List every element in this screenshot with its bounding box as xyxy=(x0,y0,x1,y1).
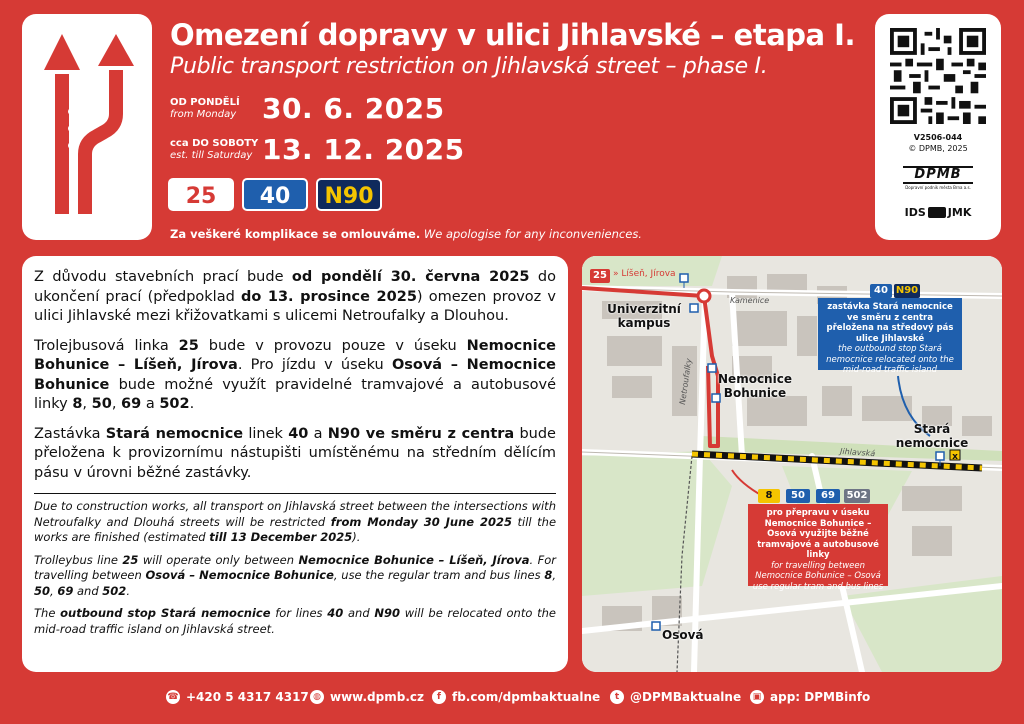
map-label-hospital: Nemocnice Bohunice xyxy=(718,372,792,400)
text-card xyxy=(22,256,568,672)
callout-red-badge-69: 69 xyxy=(816,489,840,503)
page-title: Omezení dopravy v ulici Jihlavské – etapa I. xyxy=(170,18,855,52)
paragraph-cz-2: Trolejbusová linka 25 bude v provozu pouze v úseku Nemocnice Bohunice – Líšeň, Jírova. Pro jízdu v úseku Osová – Nemocnice Bohunice bude možné využít pravidelné tramvajové a autobusové linky 8, 50, 69 a 502. xyxy=(34,337,557,412)
page-subtitle: Public transport restriction on Jihlavská street – phase I. xyxy=(170,54,768,79)
svg-text:x: x xyxy=(952,452,958,462)
till-label-en: est. till Saturday xyxy=(170,150,253,161)
apology-cz: Za veškeré komplikace se omlouváme. xyxy=(170,227,421,241)
callout-red xyxy=(748,504,888,592)
callout-red-en: for travelling between Nemocnice Bohunice – Osová use regular tram and bus lines xyxy=(752,560,884,592)
map-label-osova: Osová xyxy=(662,628,704,642)
dpmb-logo-sub: Dopravní podnik města Brna a.s. xyxy=(905,185,971,190)
paragraph-cz-3: Zastávka Stará nemocnice linek 40 a N90 ve směru z centra bude přeložena k provizornímu nástupišti umístěnému na středním dělícím pásu v úrovni běžné zastávky. xyxy=(34,425,556,481)
paragraph-en-2: Trolleybus line 25 will operate only between Nemocnice Bohunice – Líšeň, Jírova. For travelling between Osová – Nemocnice Bohunice, use the regular tram and bus lines 8, 50, 69 and 502. xyxy=(34,552,557,598)
callout-red-cz: pro přepravu v úseku Nemocnice Bohunice – Osová využijte běžné tramvajové a autobusové linky xyxy=(757,508,879,560)
apology-en: We apologise for any inconveniences. xyxy=(423,227,642,241)
map-label-stara: Stará nemocnice xyxy=(895,422,969,450)
callout-red-badge-50: 50 xyxy=(786,489,810,503)
app-icon: ▣ xyxy=(750,690,764,704)
footer-facebook[interactable]: f fb.com/dpmbaktualne xyxy=(432,690,600,704)
map-label-university: Univerzitní kampus xyxy=(607,302,681,330)
till-label xyxy=(170,138,258,162)
route-icon-card xyxy=(22,14,152,240)
map-line25-dest: » Líšeň, Jírova xyxy=(613,269,676,279)
paragraph-en-3: The outbound stop Stará nemocnice for lines 40 and N90 will be relocated onto the mid-road traffic island on Jihlavská street. xyxy=(34,606,556,636)
dpmb-logo xyxy=(903,166,973,190)
callout-blue-cz: zastávka Stará nemocnice ve směru z centra přeložena na středový pás ulice Jihlavské xyxy=(826,302,954,344)
callout-blue xyxy=(818,298,962,375)
globe-icon: ◍ xyxy=(310,690,324,704)
callout-blue-badge-n90: N90 xyxy=(895,285,919,296)
route-icon-dots xyxy=(68,108,75,149)
map-card xyxy=(582,256,1002,672)
callout-blue-badge-40: 40 xyxy=(870,284,892,298)
footer-web[interactable]: ◍ www.dpmb.cz xyxy=(310,690,424,704)
till-label-cz: cca DO SOBOTY xyxy=(170,138,259,149)
from-date: 30. 6. 2025 xyxy=(262,92,445,125)
facebook-icon: f xyxy=(432,690,446,704)
callout-red-badge-502: 502 xyxy=(844,489,870,503)
till-date: 13. 12. 2025 xyxy=(262,133,465,166)
from-label-en: from Monday xyxy=(170,109,237,120)
jmk-text: JMK xyxy=(947,206,972,219)
street-kamenice: Kamenice xyxy=(730,296,770,305)
ids-text: IDS xyxy=(904,206,926,219)
footer-phone[interactable]: ☎ +420 5 4317 4317 xyxy=(167,690,309,704)
paragraph-en-1: Due to construction works, all transport on Jihlavská street between the intersections with Netroufalky and Dlouhá streets will be restricted from Monday 30 June 2025 till the works are finished (estimated till 13 December 2025). xyxy=(34,499,557,544)
from-label-cz: OD PONDĚLÍ xyxy=(170,97,240,108)
callout-red-badge-8: 8 xyxy=(758,489,780,503)
diversion-arrow-icon xyxy=(22,14,152,240)
qr-code[interactable] xyxy=(890,28,986,124)
tram-icon xyxy=(928,207,946,218)
dpmb-logo-text: DPMB xyxy=(903,166,973,184)
paragraph-cz-1: Z důvodu stavebních prací bude od pondělí 30. června 2025 do ukončení prací (předpoklad do 13. prosince 2025) omezen provoz v ulici Jihlavské mezi křižovatkami s ulicemi Netroufalky a Dlouhou. xyxy=(34,269,556,324)
line-badge-25: 25 xyxy=(168,178,234,211)
street-jihlavska: Jihlavská xyxy=(839,446,876,459)
phone-icon: ☎ xyxy=(167,692,179,702)
line-badge-40: 40 xyxy=(242,178,308,211)
notice-code: V2506-044 xyxy=(913,133,963,142)
divider xyxy=(34,493,556,494)
apology-text xyxy=(170,227,642,241)
info-side-card xyxy=(875,14,1001,240)
footer-app[interactable]: ▣ app: DPMBinfo xyxy=(750,690,870,704)
footer-twitter[interactable]: t @DPMBaktualne xyxy=(610,690,741,704)
from-label xyxy=(170,97,240,121)
line-badge-n90: N90 xyxy=(316,178,382,211)
callout-blue-en: the outbound stop Stará nemocnice relocated onto the mid-road traffic island xyxy=(826,344,954,375)
ids-jmk-logo xyxy=(901,206,975,219)
twitter-icon: t xyxy=(610,690,624,704)
street-netroufalky: Netroufalky xyxy=(678,357,694,406)
map-line25-badge: 25 xyxy=(590,269,610,283)
copyright: © DPMB, 2025 xyxy=(908,144,968,153)
